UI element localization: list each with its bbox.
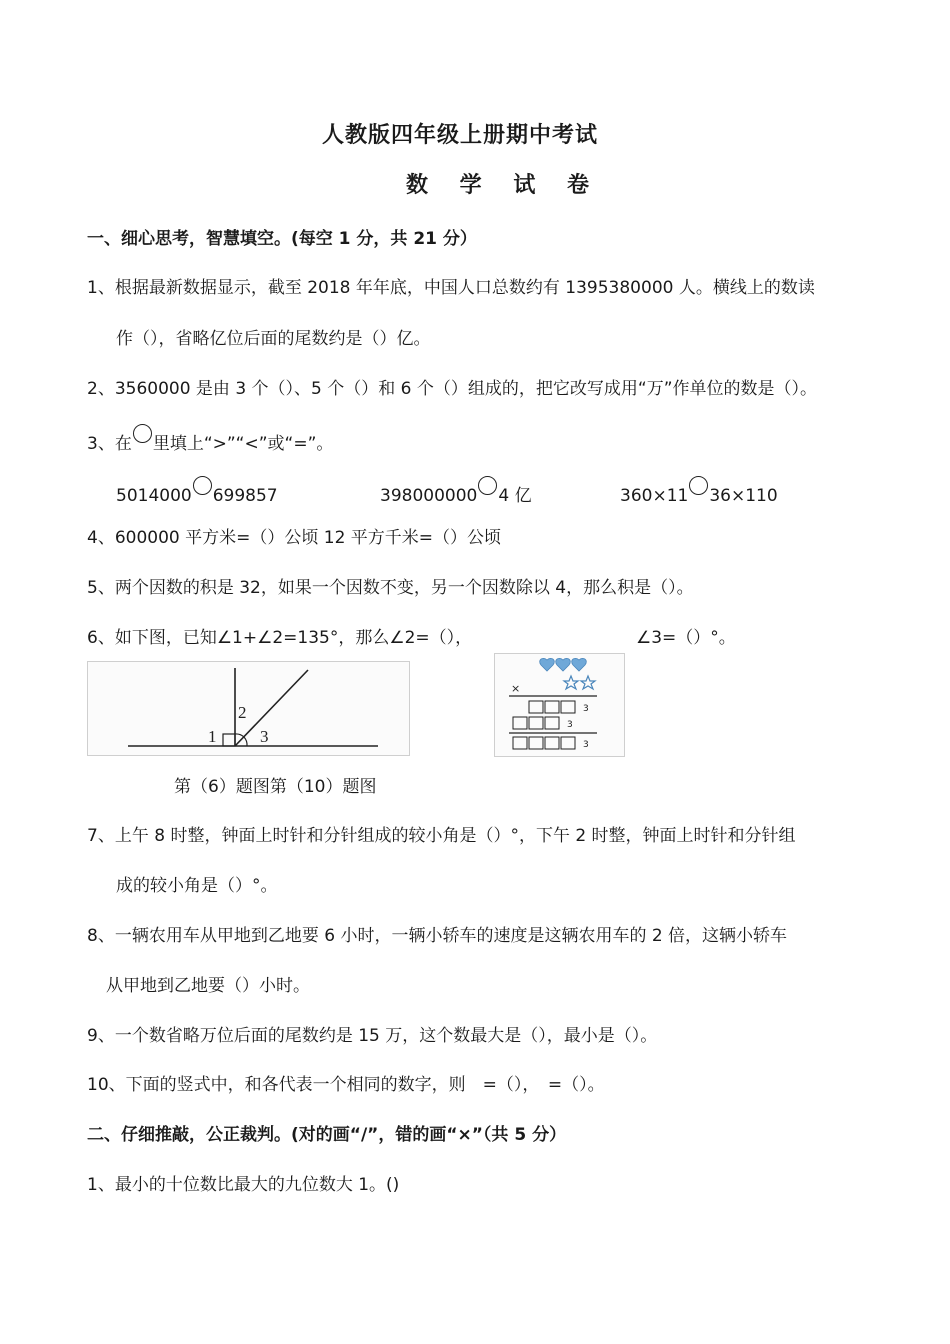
compare-circle-icon[interactable] bbox=[689, 476, 708, 495]
angle-label-1: 1 bbox=[208, 727, 217, 746]
angle-label-2: 2 bbox=[238, 703, 247, 722]
compare-item-3 bbox=[620, 476, 778, 506]
digit-label: 3 bbox=[567, 720, 573, 730]
digit-label: 3 bbox=[583, 740, 589, 750]
compare-circle-icon bbox=[133, 424, 152, 443]
compare-left: 5014000 bbox=[116, 486, 192, 506]
heart-icon bbox=[540, 658, 555, 671]
question-1-line-2: 作（），省略亿位后面的尾数约是（）亿。 bbox=[116, 329, 431, 349]
vertical-multiplication-diagram bbox=[495, 654, 624, 756]
compare-item-2 bbox=[380, 476, 532, 506]
heart-icon bbox=[572, 658, 587, 671]
digit-label: 3 bbox=[583, 704, 589, 714]
heart-icon bbox=[556, 658, 571, 671]
compare-left: 360×11 bbox=[620, 486, 689, 506]
compare-left: 398000000 bbox=[380, 486, 478, 506]
angle-diagram bbox=[88, 662, 409, 755]
figure-question-10 bbox=[494, 653, 625, 757]
question-8-line-2: 从甲地到乙地要（）小时。 bbox=[106, 976, 310, 996]
question-4: 4、600000 平方米=（）公顷 12 平方千米=（）公顷 bbox=[87, 528, 502, 548]
question-6: 6、如下图，已知∠1+∠2=135°，那么∠2=（）， bbox=[87, 628, 473, 648]
question-2: 2、3560000 是由 3 个（）、5 个（）和 6 个（）组成的，把它改写成用“万”作单位的数是（）。 bbox=[87, 379, 818, 399]
star-icon bbox=[581, 676, 595, 689]
question-3 bbox=[87, 424, 333, 454]
section-2-question-1: 1、最小的十位数比最大的九位数大 1。() bbox=[87, 1175, 400, 1195]
star-icon bbox=[564, 676, 578, 689]
question-10: 10、下面的竖式中，和各代表一个相同的数字，则 =（）， =（）。 bbox=[87, 1075, 605, 1095]
question-9: 9、一个数省略万位后面的尾数约是 15 万，这个数最大是（），最小是（）。 bbox=[87, 1026, 658, 1046]
question-7-line-1: 7、上午 8 时整，钟面上时针和分针组成的较小角是（）°，下午 2 时整，钟面上时针和分针组 bbox=[87, 826, 796, 846]
compare-right: 699857 bbox=[212, 486, 278, 506]
page-subtitle: 数 学 试 卷 bbox=[406, 173, 601, 198]
figure-question-6 bbox=[87, 661, 410, 756]
question-3-suffix: 里填上“>”“<”或“=”。 bbox=[152, 434, 334, 454]
question-7-line-2: 成的较小角是（）°。 bbox=[116, 876, 278, 896]
heart-icon-group bbox=[540, 658, 587, 671]
page-title: 人教版四年级上册期中考试 bbox=[322, 123, 599, 148]
question-6-angle-3: ∠3=（）°。 bbox=[636, 628, 736, 648]
section-2-heading: 二、仔细推敲，公正裁判。(对的画“/”，错的画“×”（共 5 分） bbox=[87, 1125, 567, 1145]
section-1-heading: 一、细心思考，智慧填空。(每空 1 分，共 21 分） bbox=[87, 229, 477, 249]
question-1-line-1: 1、根据最新数据显示，截至 2018 年年底，中国人口总数约有 1395380000 人。横线上的数读 bbox=[87, 278, 815, 298]
multiply-sign: × bbox=[511, 682, 521, 695]
compare-item-1 bbox=[116, 476, 278, 506]
figure-caption: 第（6）题图第（10）题图 bbox=[174, 777, 377, 797]
compare-circle-icon[interactable] bbox=[193, 476, 212, 495]
compare-right: 4 亿 bbox=[498, 486, 532, 506]
compare-right: 36×110 bbox=[709, 486, 778, 506]
question-8-line-1: 8、一辆农用车从甲地到乙地要 6 小时，一辆小轿车的速度是这辆农用车的 2 倍，这辆小轿车 bbox=[87, 926, 788, 946]
question-5: 5、两个因数的积是 32，如果一个因数不变，另一个因数除以 4，那么积是（）。 bbox=[87, 578, 694, 598]
compare-circle-icon[interactable] bbox=[478, 476, 497, 495]
angle-label-3: 3 bbox=[260, 727, 269, 746]
question-3-prefix: 3、在 bbox=[87, 434, 132, 454]
